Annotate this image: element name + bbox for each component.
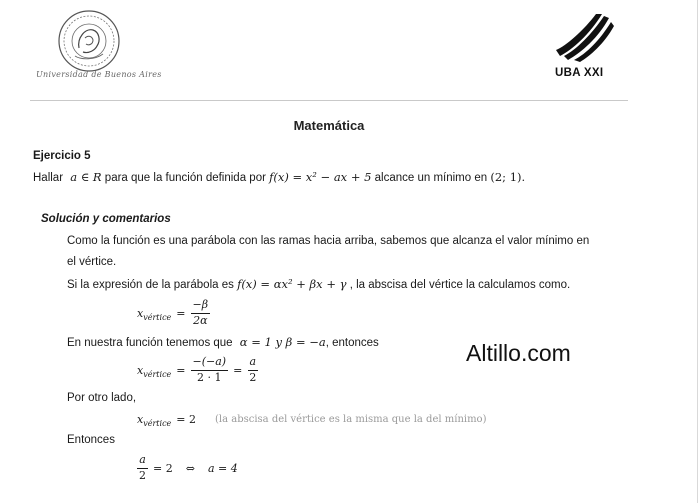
uba-seal-logo — [55, 8, 123, 79]
statement-condition: a ∈ R — [70, 170, 102, 184]
statement-suffix: alcance un mínimo en — [374, 172, 488, 184]
formula2-numerator-1: −(−a) — [191, 356, 229, 371]
p3-condition: α = 1 y β = −a — [239, 335, 326, 349]
formula-final-result — [137, 454, 238, 482]
formula2-denominator-1: 2 · 1 — [197, 370, 222, 384]
formula3-note: (la abscisa del vértice es la misma que la del mínimo) — [215, 414, 487, 425]
formula3-lhs: x — [137, 413, 144, 426]
solution-paragraph-3 — [67, 335, 379, 349]
page-edge — [697, 0, 698, 503]
statement-function: f(x) = x² − ax + 5 — [269, 170, 372, 184]
p2-expression: f(x) = αx² + βx + γ — [237, 277, 347, 291]
formula2-fraction-1 — [191, 356, 229, 384]
formula2-numerator-2: a — [248, 356, 259, 371]
formula3-subscript: vértice — [143, 419, 172, 428]
statement-point: (2; 1). — [490, 170, 526, 184]
p3-prefix: En nuestra función tenemos que — [67, 337, 233, 349]
exercise-statement — [33, 170, 525, 184]
header-divider — [30, 100, 628, 101]
solution-heading: Solución y comentarios — [41, 213, 171, 225]
university-signature: Universidad de Buenos Aires — [36, 70, 162, 79]
formula4-equivalence: ⇔ — [185, 461, 195, 475]
formula2-fraction-2 — [247, 356, 258, 384]
solution-paragraph-5: Entonces — [67, 434, 115, 446]
formula1-lhs: x — [137, 306, 144, 320]
solution-paragraph-1-line-2: el vértice. — [67, 256, 117, 268]
formula4-numerator: a — [137, 454, 148, 469]
p2-prefix: Si la expresión de la parábola es — [67, 279, 234, 291]
solution-paragraph-2 — [67, 277, 570, 291]
uba-xxi-logo-mark — [554, 12, 614, 67]
exercise-title: Ejercicio 5 — [33, 150, 91, 162]
statement-prefix: Hallar — [33, 172, 64, 184]
subject-title: Matemática — [293, 118, 365, 133]
solution-paragraph-1-line-1: Como la función es una parábola con las ramas hacia arriba, sabemos que alcanza el valor mínimo en — [67, 235, 590, 247]
formula4-denominator: 2 — [139, 468, 146, 482]
watermark: Altillo.com — [466, 340, 571, 366]
formula4-fraction — [137, 454, 148, 482]
formula2-lhs: x — [137, 363, 144, 377]
statement-middle: para que la función definida por — [104, 172, 266, 184]
formula1-subscript: vértice — [143, 312, 172, 322]
formula4-result: a = 4 — [207, 461, 238, 475]
formula-vertex-value — [137, 413, 486, 426]
formula1-denominator: 2α — [193, 313, 208, 327]
formula4-rhs: = 2 — [153, 461, 173, 475]
formula-vertex-general: $x_{vértice}$ = $\frac{-\beta}{2\alpha}$ — [137, 298, 209, 327]
formula2-denominator-2: 2 — [249, 370, 257, 384]
formula1-fraction — [191, 299, 211, 327]
formula-vertex-substituted: $x_{vértice}$ = $\frac{-(-a)}{2 \cdot 1}$ = $\frac{a}{2}$ — [137, 355, 257, 384]
formula2-subscript: vértice — [143, 369, 172, 379]
uba-xxi-logo-text: UBA XXI — [555, 67, 604, 79]
solution-paragraph-4: Por otro lado, — [67, 392, 137, 404]
p2-suffix: , la abscisa del vértice la calculamos como. — [349, 279, 571, 291]
p3-suffix: , entonces — [325, 337, 379, 349]
formula3-rhs: = 2 — [176, 413, 197, 426]
formula1-numerator: −β — [191, 299, 211, 314]
